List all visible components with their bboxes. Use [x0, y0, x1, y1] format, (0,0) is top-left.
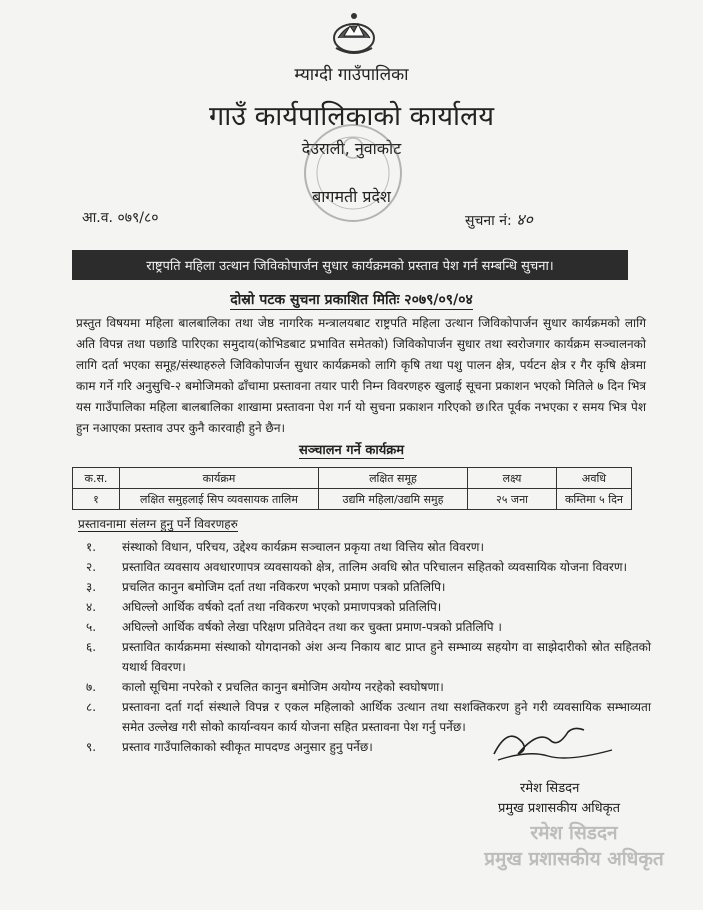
cell-target-group: उद्यमि महिला/उद्यमि समुह	[319, 489, 468, 510]
documents-section-title-text: प्रस्तावनामा संलग्न हुनु पर्ने विवरणहरु	[78, 517, 238, 531]
col-header-target: लक्ष्य	[468, 468, 557, 489]
cell-duration: कम्तिमा ५ दिन	[557, 489, 632, 510]
list-item-text: प्रस्तावित व्यवसाय अवधारणापत्र व्यवसायको क्षेत्र, तालिम अवधि स्रोत परिचालन सहितको व्यवसायिक योजना विवरण।	[122, 560, 628, 574]
signatory-name: रमेश सिडदन	[520, 781, 580, 796]
notice-number-value: ४०	[516, 210, 533, 229]
col-header-sn: क.स.	[73, 468, 120, 489]
program-section-title	[0, 440, 703, 458]
name-stamp-name: रमेश सिडदन	[530, 822, 618, 844]
publication-date-text: दोस्रो पटक सुचना प्रकाशित मितिः २०७९/०९/०४	[230, 292, 473, 308]
program-section-title-text: सञ्चालन गर्ने कार्यक्रम	[298, 443, 404, 458]
list-item-number: १.	[86, 540, 97, 554]
list-item-text: प्रस्तावना दर्ता गर्दा संस्थाले विपन्न र एकल महिलाको आर्थिक उत्थान तथा सशक्तिकरण हुने गरी व्यवसायिक सम्भाव्यता समेत उल्लेख गरी सोको कार्यान्वयन कार्य योजना सहित प्रस्तावना पेश गर्नु पर्नेछ।	[122, 700, 651, 734]
list-item-number: ६.	[86, 640, 97, 654]
list-item-number: ८.	[86, 700, 97, 714]
cell-target: २५ जना	[468, 489, 557, 510]
list-item-number: ४.	[86, 600, 97, 614]
col-header-duration: अवधि	[557, 468, 632, 489]
list-item-number: ७.	[86, 680, 97, 694]
list-item-text: प्रस्तावित कार्यक्रममा संस्थाको योगदानको अंश अन्य निकाय बाट प्राप्त हुने सम्भाव्य सहयोग वा साझेदारीको स्रोत सहितको यथार्थ विवरण।	[122, 640, 651, 674]
list-item	[76, 597, 651, 617]
name-stamp	[484, 820, 664, 872]
fiscal-year: आ.व. ०७९/८०	[82, 210, 159, 226]
list-item-number: २.	[86, 560, 97, 574]
cell-sn: १	[73, 489, 120, 510]
notice-number	[465, 208, 533, 230]
list-item-text: संस्थाको विधान, परिचय, उद्देश्य कार्यक्रम सञ्चालन प्रकृया तथा वित्तिय स्रोत विवरण।	[122, 540, 484, 554]
table-header-row	[73, 468, 632, 489]
list-item-text: अघिल्लो आर्थिक वर्षको दर्ता तथा नविकरण भएको प्रमाणपत्रको प्रतिलिपि।	[122, 600, 442, 614]
program-table	[72, 467, 632, 510]
list-item-text: कालो सूचिमा नपरेको र प्रचलित कानुन बमोजिम अयोग्य नरहेको स्वघोषणा।	[122, 680, 444, 694]
province-name: बागमती प्रदेश	[312, 187, 391, 206]
notice-number-label: सुचना नं:	[465, 213, 512, 229]
nepal-emblem-icon	[330, 8, 378, 56]
list-item-number: ५.	[86, 620, 97, 634]
office-address: देउराली, नुवाकोट	[301, 139, 402, 158]
list-item-text: प्रचलित कानुन बमोजिम दर्ता तथा नविकरण भएको प्रमाण पत्रको प्रतिलिपि।	[122, 580, 446, 594]
list-item	[76, 637, 651, 677]
notice-body: प्रस्तुत विषयमा महिला बालबालिका तथा जेष्ठ नागरिक मन्त्रालयबाट राष्ट्रपति महिला उत्थान जिविकोपार्जन सुधार कार्यक्रमको लागि अति विपन्न तथा पछाडि पारिएका समुदाय(कोभिडबाट प्रभावित समेतको) जिविकोपार्जन सुधार तथा स्वरोजगार कार्यक्रम सञ्चालनको लागि दर्ता भएका समूह/संस्थाहरुले जिविकोपार्जन सुधार कार्यक्रमको लागि कृषि तथा पशु पालन क्षेत्र, पर्यटन क्षेत्र र गैर कृषि क्षेत्रमा काम गर्ने गरि अनुसुचि-२ बमोजिमको ढाँचामा प्रस्तावना तयार पारी निम्न विवरणहरु खुलाई सूचना प्रकाशन भएको मितिले ७ दिन भित्र यस गाउँपालिका महिला बालबालिका शाखामा प्रस्तावना पेश गर्न यो सुचना प्रकाशन गरिएको छ।रित पूर्वक नभएका र समय भित्र पेश हुन नआएका प्रस्ताव उपर कुनै कारवाही हुने छैन।	[76, 316, 646, 435]
name-stamp-title: प्रमुख प्रशासकीय अधिकृत	[484, 848, 664, 870]
list-item-text: प्रस्ताव गाउँपालिकाको स्वीकृत मापदण्ड अनुसार हुनु पर्नेछ।	[122, 740, 373, 754]
list-item-number: ३.	[86, 580, 97, 594]
list-item	[76, 677, 651, 697]
signatory-title: प्रमुख प्रशासकीय अधिकृत	[498, 801, 621, 816]
list-item	[76, 557, 651, 577]
list-item-text: अघिल्लो आर्थिक वर्षको लेखा परिक्षण प्रतिवेदन तथा कर चुक्ता प्रमाण-पत्रको प्रतिलिपि ।	[122, 620, 502, 634]
office-name: गाउँ कार्यपालिकाको कार्यालय	[209, 101, 494, 132]
list-item-number: ९.	[86, 740, 97, 754]
notice-banner: राष्ट्रपति महिला उत्थान जिविकोपार्जन सुधार कार्यक्रमको प्रस्ताव पेश गर्न सम्बन्धि सुचना।	[72, 250, 628, 280]
municipality-name: म्याग्दी गाउँपालिका	[294, 65, 409, 85]
publication-date-heading	[0, 290, 703, 309]
col-header-target-group: लक्षित समूह	[319, 468, 468, 489]
table-row	[73, 489, 632, 510]
cell-program: लक्षित समुहलाई सिप व्यवसायक तालिम	[120, 489, 319, 510]
list-item	[76, 617, 651, 637]
documents-section-title	[78, 515, 238, 532]
office-stamp-icon	[298, 118, 408, 228]
signature-icon	[488, 720, 618, 768]
list-item	[76, 577, 651, 597]
col-header-program: कार्यक्रम	[120, 468, 319, 489]
list-item	[76, 537, 651, 557]
